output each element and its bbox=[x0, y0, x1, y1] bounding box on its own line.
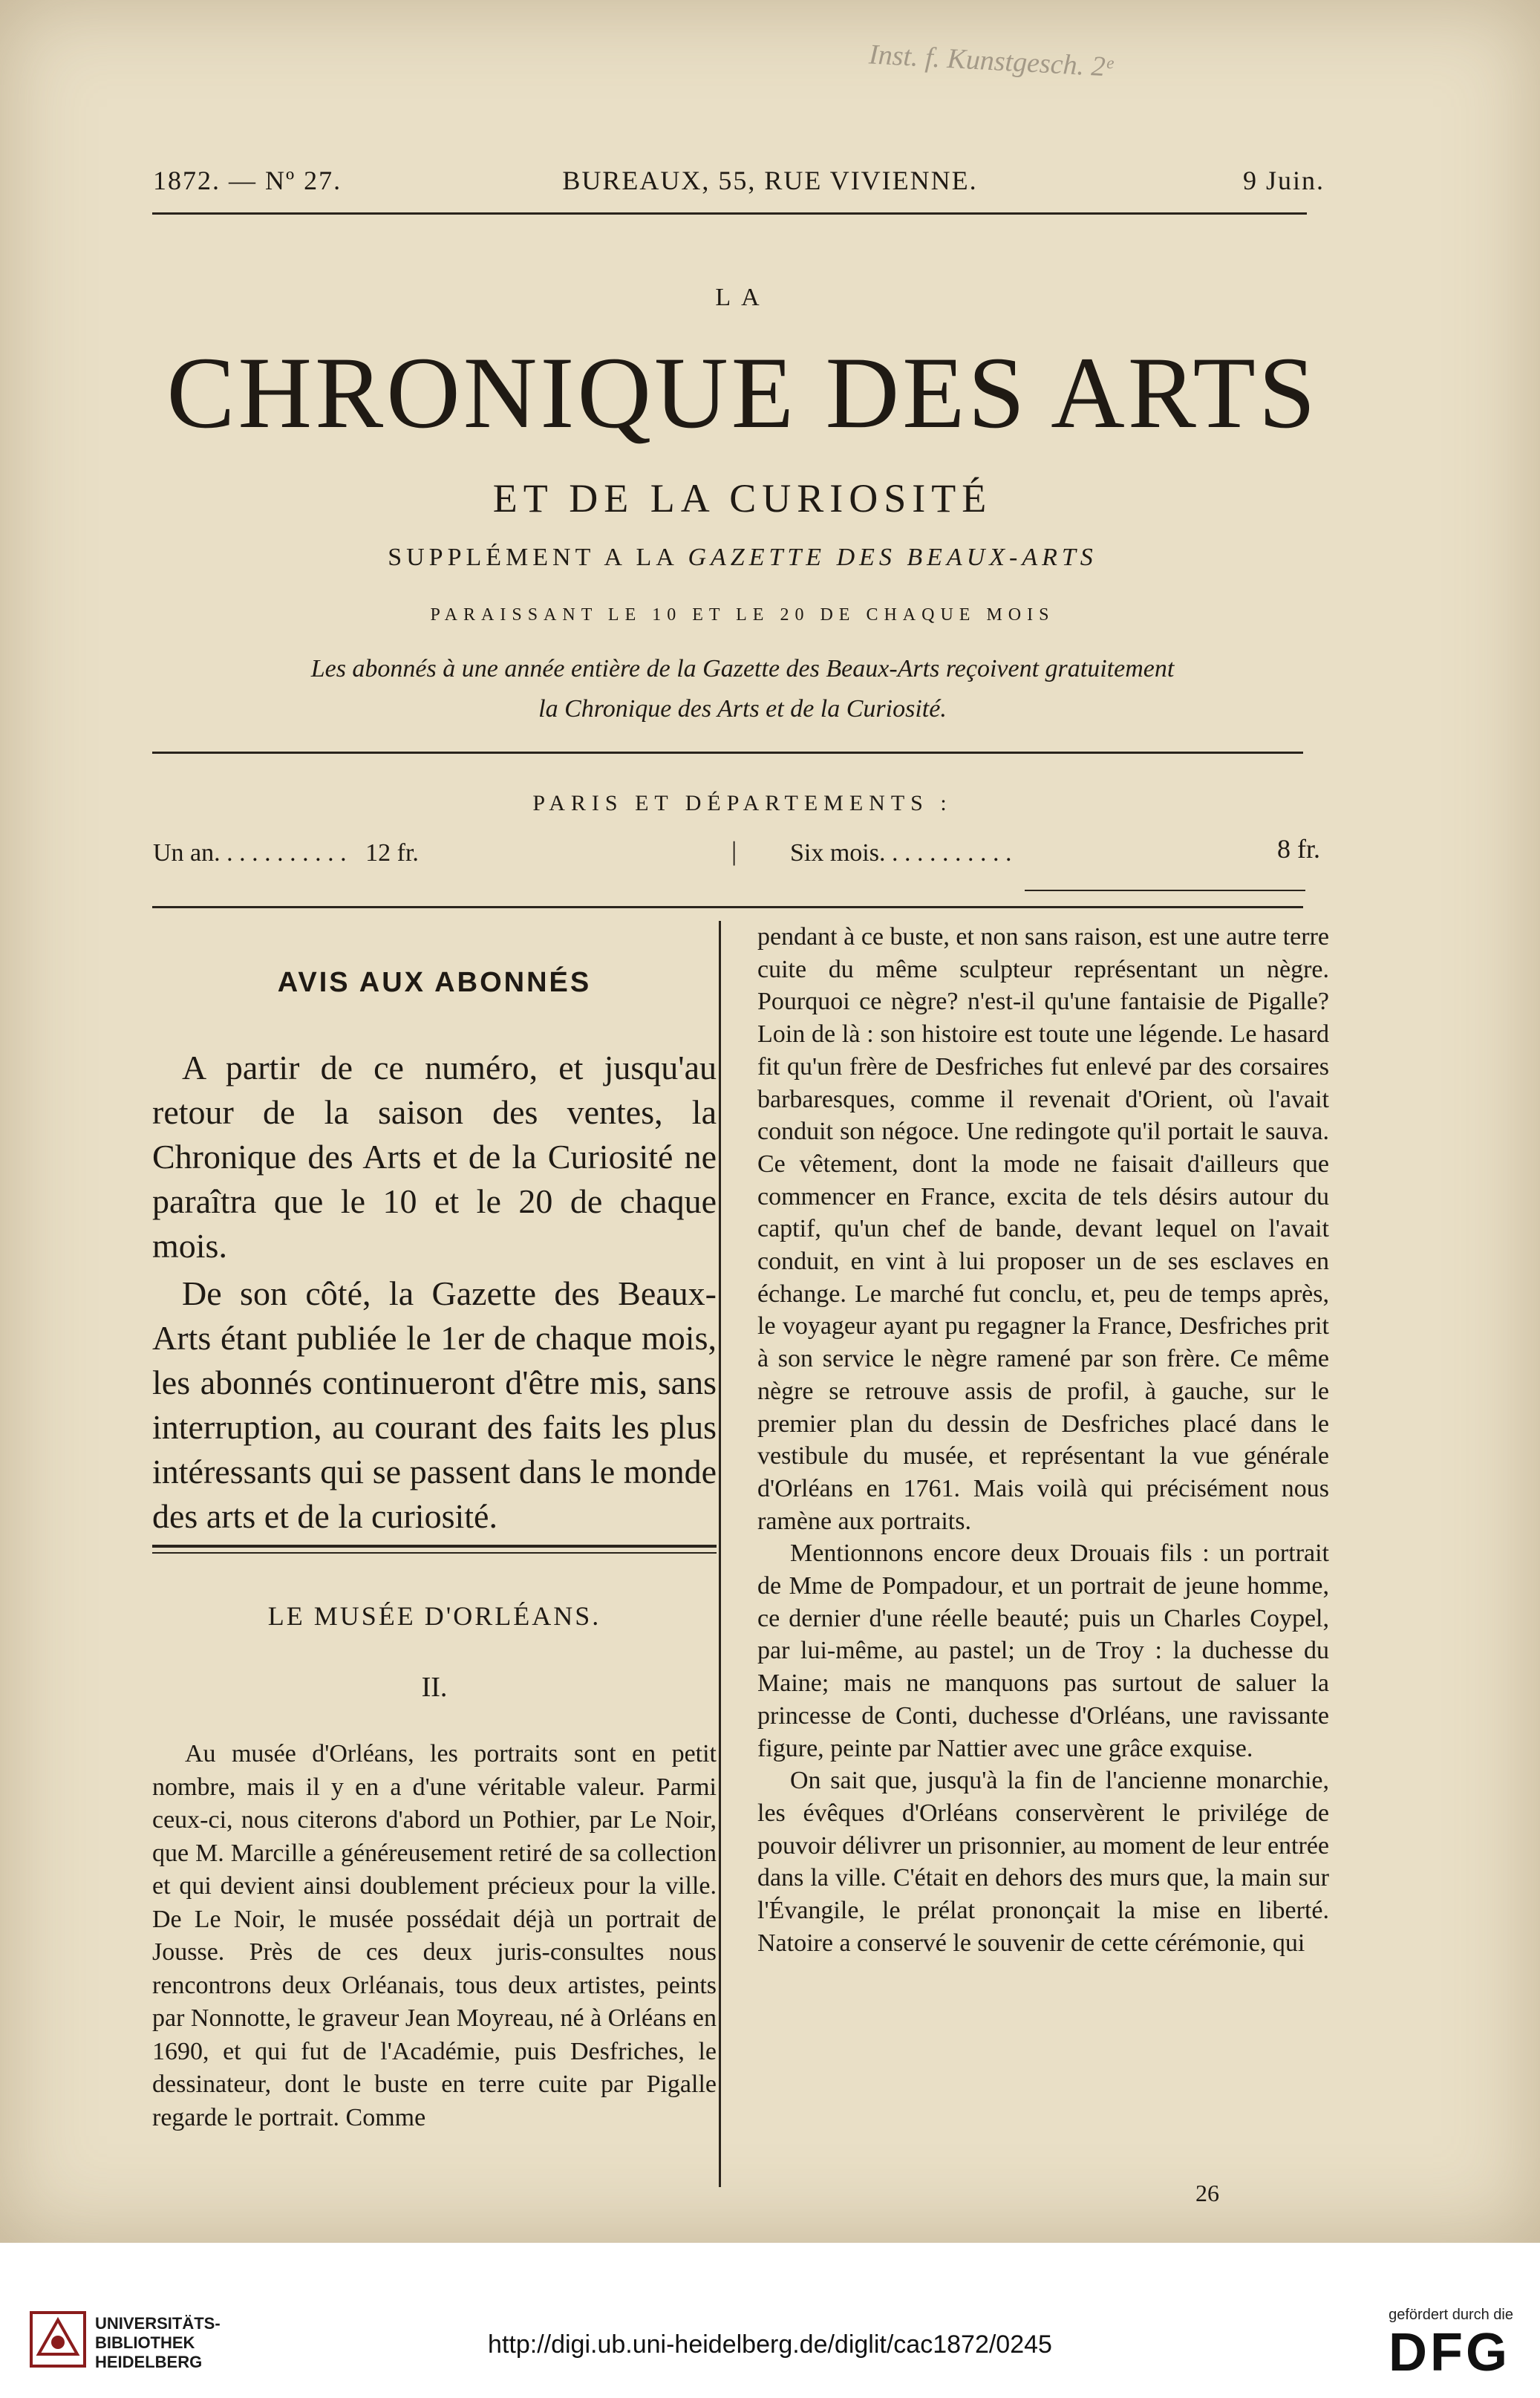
avis-title: AVIS AUX ABONNÉS bbox=[277, 967, 592, 998]
header-rule bbox=[152, 212, 1307, 215]
frequency-line: PARAISSANT LE 10 ET LE 20 DE CHAQUE MOIS bbox=[430, 605, 1055, 625]
prices-heading: PARIS ET DÉPARTEMENTS : bbox=[532, 791, 953, 815]
price-six-amount: 8 fr. bbox=[1277, 834, 1320, 864]
pencil-note: Inst. f. Kunstgesch. 2ᵉ bbox=[868, 39, 1114, 83]
masthead-title: CHRONIQUE DES ARTS bbox=[166, 336, 1319, 449]
musee-paragraph-1: Au musée d'Orléans, les portraits sont en petit nombre, mais il y en a d'une véritable valeur. Parmi ceux-ci, nous citerons d'abord un Pothier, par Le Noir, que M. Marcille a généreusement retiré de sa collection et qui devient ainsi doublement précieux pour la ville. De Le Noir, le musée possédait déjà un portrait de Jousse. Près de ces deux juris-consultes nous rencontrons deux Orléanais, tous deux artistes, peints par Nonnotte, le graveur Jean Moyreau, né à Orléans en 1690, et qui fut de l'Académie, puis Desfriches, le dessinateur, dont le buste en terre cuite par Pigalle regarde le portrait. Comme bbox=[152, 1740, 717, 2131]
column-divider bbox=[719, 921, 721, 2187]
masthead-subtitle: ET DE LA CURIOSITÉ bbox=[492, 476, 993, 521]
issue-number: 1872. — Nº 27. bbox=[153, 166, 342, 195]
issue-date: 9 Juin. bbox=[1242, 166, 1325, 195]
notice-line-2: la Chronique des Arts et de la Curiosité. bbox=[538, 695, 947, 723]
viewer-footer bbox=[0, 2243, 1540, 2398]
library-name[interactable]: UNIVERSITÄTS- BIBLIOTHEK HEIDELBERG bbox=[95, 2314, 221, 2371]
section-double-rule-top bbox=[152, 1545, 717, 1548]
price-six-label: Six mois. . . . . . . . . . . bbox=[790, 839, 1012, 867]
section-double-rule-bottom bbox=[152, 1552, 717, 1554]
avis-paragraph-1: A partir de ce numéro, et jusqu'au retour de la saison des ventes, la Chronique des Arts et de la Curiosité ne paraîtra que le 10 et le 20 de chaque mois. bbox=[152, 1049, 717, 1265]
masthead-la: LA bbox=[715, 284, 770, 311]
funded-by-label: gefördert durch die bbox=[1389, 2307, 1513, 2323]
musee-section-number: II. bbox=[421, 1672, 448, 1703]
right-body bbox=[757, 921, 1329, 1960]
price-year-label: Un an. . . . . . . . . . . 12 fr. bbox=[153, 839, 419, 867]
musee-title: LE MUSÉE D'ORLÉANS. bbox=[267, 1601, 601, 1631]
musee-body bbox=[152, 1738, 717, 2134]
dfg-logo[interactable]: DFG bbox=[1389, 2323, 1510, 2382]
masthead-rule bbox=[152, 752, 1303, 754]
supplement-gazette: GAZETTE DES BEAUX-ARTS bbox=[688, 544, 1097, 571]
page-number: 26 bbox=[1195, 2180, 1219, 2206]
notice-line-1: Les abonnés à une année entière de la Gazette des Beaux-Arts reçoivent gratuitement bbox=[310, 655, 1175, 682]
price-underline bbox=[1025, 890, 1305, 891]
bureaux-address: BUREAUX, 55, RUE VIVIENNE. bbox=[562, 166, 978, 195]
permalink-url[interactable]: http://digi.ub.uni-heidelberg.de/diglit/cac1872/0245 bbox=[488, 2330, 1052, 2359]
right-paragraph-1: pendant à ce buste, et non sans raison, est une autre terre cuite du même sculpteur représentant un nègre. Pourquoi ce nègre? n'est-il qu'une fantaisie de Pigalle? Loin de là : son histoire est toute une légende. Le hasard fit qu'un frère de Desfriches fut enlevé par des corsaires barbaresques, comme il revenait d'Orient, où l'avait conduit son négoce. Une redingote qu'il portait le sauva. Ce vêtement, dont la mode ne faisait d'ailleurs que commencer en France, excita de tels désirs autour du captif, qu'un chef de bande, devant lequel on l'avait conduit, en vint à lui proposer un de ses esclaves en échange. Le marché fut conclu, et, peu de temps après, le voyageur ayant pu regagner la France, Desfriches prit à son service le nègre ramené par son frère. Ce même nègre se retrouve assis de profil, à gauche, sur le premier plan du dessin de Desfriches placé dans le vestibule du musée, et représentant la vue générale d'Orléans en 1761. Mais voilà qui précisément nous ramène aux portraits. bbox=[757, 923, 1329, 1535]
right-paragraph-3: On sait que, jusqu'à la fin de l'ancienne monarchie, les évêques d'Orléans conservèrent le privilége de pouvoir délivrer un prisonnier, au moment de leur entrée dans la ville. C'était en dehors des murs que, la main sur l'Évangile, le prélat prononçait la mise en liberté. Natoire a conservé le souvenir de cette cérémonie, qui bbox=[757, 1767, 1329, 1957]
supplement-prefix: SUPPLÉMENT A LA bbox=[388, 544, 688, 571]
prices-rule bbox=[152, 906, 1303, 908]
avis-paragraph-2: De son côté, la Gazette des Beaux-Arts étant publiée le 1er de chaque mois, les abonnés continueront d'être mis, sans interruption, au courant des faits les plus intéressants qui se passent dans le monde des arts et de la curiosité. bbox=[152, 1274, 717, 1535]
price-separator: | bbox=[731, 836, 737, 866]
avis-body bbox=[152, 1046, 717, 1542]
supplement-line bbox=[0, 544, 1485, 572]
price-year-amount: 12 fr. bbox=[365, 839, 419, 867]
right-paragraph-2: Mentionnons encore deux Drouais fils : un portrait de Mme de Pompadour, et un portrait de jeune homme, ce dernier d'une réelle beauté; puis un Charles Coypel, par lui-même, au pastel; un de Troy : la duchesse du Maine; mais ne manquons pas surtout de saluer la princesse de Conti, duchesse d'Orléans, une ravissante figure, peinte par Nattier avec une grâce exquise. bbox=[757, 1540, 1329, 1762]
